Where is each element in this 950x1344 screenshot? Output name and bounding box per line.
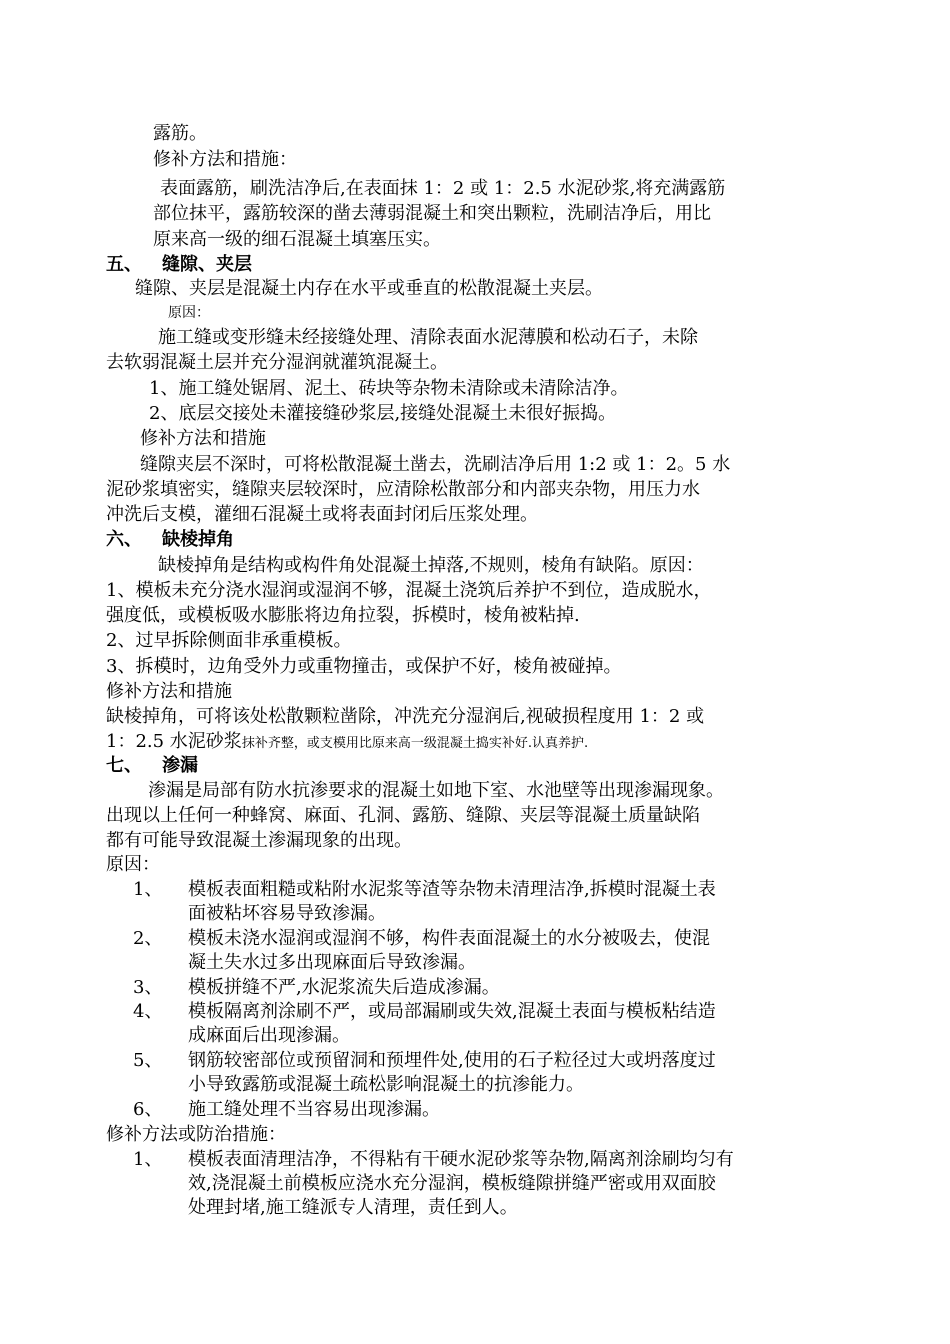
list-item: 面被粘坏容易导致渗漏。 xyxy=(188,903,386,924)
text-span: 抹补齐整，或支模用比原来高一级混凝土捣实补好.认真养护. xyxy=(241,736,589,751)
text-line: 渗漏是局部有防水抗渗要求的混凝土如地下室、水池壁等出现渗漏现象。 xyxy=(148,780,724,801)
text-line: 1、模板未充分浇水湿润或湿润不够，混凝土浇筑后养护不到位，造成脱水， xyxy=(106,580,712,601)
text-line: 缝隙夹层不深时，可将松散混凝土凿去，洗刷洁净后用 1:2 或 1：2。5 水 xyxy=(140,454,731,475)
text-line: 露筋。 xyxy=(153,123,207,144)
text-line: 去软弱混凝土层并充分湿润就灌筑混凝土。 xyxy=(106,352,448,373)
list-number: 5、 xyxy=(133,1050,163,1071)
list-number: 2、 xyxy=(133,928,163,949)
text-line: 强度低，或模板吸水膨胀将边角拉裂，拆模时，棱角被粘掉. xyxy=(106,605,580,626)
text-line: 施工缝或变形缝未经接缝处理、清除表面水泥薄膜和松动石子，未除 xyxy=(158,327,698,348)
text-span: 1：2.5 水泥砂浆 xyxy=(106,731,242,752)
section-number: 五、 xyxy=(106,254,142,275)
list-item: 施工缝处理不当容易出现渗漏。 xyxy=(188,1099,440,1120)
text-line: 2、过早拆除侧面非承重模板。 xyxy=(106,630,352,651)
text-line: 部位抹平，露筋较深的凿去薄弱混凝土和突出颗粒，洗刷洁净后，用比 xyxy=(153,203,711,224)
section-heading: 缺棱掉角 xyxy=(162,529,234,550)
text-line: 修补方法和措施： xyxy=(153,149,297,170)
list-number: 1、 xyxy=(133,1149,163,1170)
list-item: 模板拼缝不严,水泥浆流失后造成渗漏。 xyxy=(188,977,500,998)
text-line: 原来高一级的细石混凝土填塞压实。 xyxy=(153,229,441,250)
list-number: 6、 xyxy=(133,1099,163,1120)
text-line: 冲洗后支模，灌细石混凝土或将表面封闭后压浆处理。 xyxy=(106,504,538,525)
section-heading: 渗漏 xyxy=(162,755,198,776)
text-line: 表面露筋，刷洗洁净后,在表面抹 1：2 或 1：2.5 水泥砂浆,将充满露筋 xyxy=(160,178,726,199)
text-line: 修补方法或防治措施： xyxy=(106,1124,286,1145)
list-item: 处理封堵,施工缝派专人清理，责任到人。 xyxy=(188,1197,518,1218)
list-item: 模板表面清理洁净，不得粘有干硬水泥砂浆等杂物,隔离剂涂刷均匀有 xyxy=(188,1149,734,1170)
section-heading: 缝隙、夹层 xyxy=(162,254,252,275)
section-number: 七、 xyxy=(106,755,142,776)
list-item: 钢筋较密部位或预留洞和预埋件处,使用的石子粒径过大或坍落度过 xyxy=(188,1050,716,1071)
text-line: 3、拆模时，边角受外力或重物撞击，或保护不好，棱角被碰掉。 xyxy=(106,656,622,677)
list-item: 成麻面后出现渗漏。 xyxy=(188,1025,350,1046)
text-line xyxy=(106,729,588,755)
text-line: 2、底层交接处未灌接缝砂浆层,接缝处混凝土未很好振捣。 xyxy=(149,403,617,424)
text-line: 缺棱掉角，可将该处松散颗粒凿除，冲洗充分湿润后,视破损程度用 1：2 或 xyxy=(106,706,705,727)
list-item: 凝土失水过多出现麻面后导致渗漏。 xyxy=(188,952,476,973)
list-number: 3、 xyxy=(133,977,163,998)
section-number: 六、 xyxy=(106,529,142,550)
text-line: 缝隙、夹层是混凝土内存在水平或垂直的松散混凝土夹层。 xyxy=(135,278,603,299)
text-line: 1、施工缝处锯屑、泥土、砖块等杂物未清除或未清除洁净。 xyxy=(149,378,629,399)
list-number: 1、 xyxy=(133,879,163,900)
list-item: 模板隔离剂涂刷不严，或局部漏刷或失效,混凝土表面与模板粘结造 xyxy=(188,1001,716,1022)
text-line: 出现以上任何一种蜂窝、麻面、孔洞、露筋、缝隙、夹层等混凝土质量缺陷 xyxy=(106,805,700,826)
text-line: 修补方法和措施 xyxy=(106,681,232,702)
list-item: 模板未浇水湿润或湿润不够，构件表面混凝土的水分被吸去，使混 xyxy=(188,928,710,949)
text-line: 都有可能导致混凝土渗漏现象的出现。 xyxy=(106,830,412,851)
list-number: 4、 xyxy=(133,1001,163,1022)
text-line: 缺棱掉角是结构或构件角处混凝土掉落,不规则，棱角有缺陷。原因： xyxy=(158,555,704,576)
list-item: 小导致露筋或混凝土疏松影响混凝土的抗渗能力。 xyxy=(188,1074,584,1095)
text-line: 修补方法和措施 xyxy=(140,428,266,449)
text-line: 泥砂浆填密实，缝隙夹层较深时，应清除松散部分和内部夹杂物，用压力水 xyxy=(106,479,700,500)
list-item: 模板表面粗糙或粘附水泥浆等渣等杂物未清理洁净,拆模时混凝土表 xyxy=(188,879,716,900)
text-line: 原因： xyxy=(106,854,160,875)
list-item: 效,浇混凝土前模板应浇水充分湿润，模板缝隙拼缝严密或用双面胶 xyxy=(188,1173,716,1194)
text-line: 原因： xyxy=(168,305,210,321)
